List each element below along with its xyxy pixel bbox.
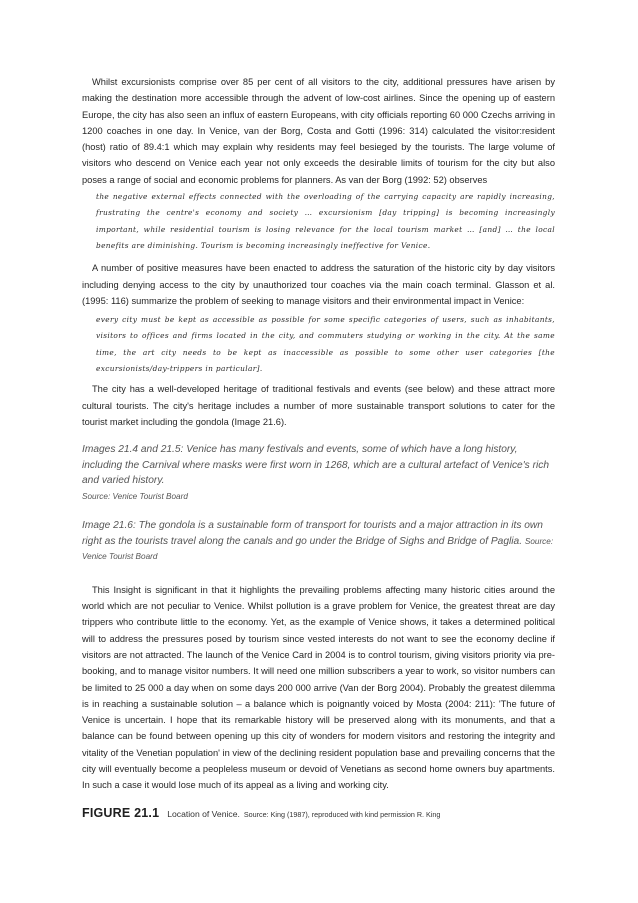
- caption-images-21-4-21-5-text: Images 21.4 and 21.5: Venice has many festivals and events, some of which have a long history, including the Carnival where masks were first worn in 1268, which are a cultural artefact of Venice's rich and varied history.: [82, 444, 550, 487]
- quote-van-der-borg: the negative external effects connected with the overloading of the carrying capacity are rapidly increasing, frustrating the centre's economy and society … excursionism [day tripping] is becoming increasingly important, while residential tourism is losing relevance for the local tourism market … [and] … the local benefits are diminishing. Tourism is becoming increasingly ineffective for Venice.: [96, 192, 555, 250]
- quote-glasson: every city must be kept as accessible as possible for some specific categories of users, such as inhabitants, visitors to offices and firms located in the city, and commuters studying or working in the city. At the same time, the art city needs to be kept as inaccessible as possible to some other user categories [the excursionists/day-trippers in particular].: [96, 315, 555, 374]
- figure-source: Source: King (1987), reproduced with kind permission R. King: [243, 809, 441, 819]
- document-page: [82, 74, 555, 820]
- caption-image-21-6-text: Image 21.6: The gondola is a sustainable form of transport for tourists and a major attraction in its own right as the tourists travel along the canals and go under the Bridge of Sighs and Bridge of Paglia.: [82, 520, 543, 547]
- figure-21-1-caption: [82, 806, 555, 820]
- paragraph-excursionists: Whilst excursionists comprise over 85 per cent of all visitors to the city, additional pressures have arisen by making the destination more accessible through the advent of low-cost airlines. Since the opening up of eastern Europe, the city has also seen an influx of eastern Europeans, with city officials reporting 60 000 Czechs arriving in 1200 coaches in one day. In Venice, van der Borg, Costa and Gotti (1996: 314) calculated the visitor:resident (host) ratio of 89.4:1 which may explain why residents may feel besieged by the tourists. The large volume of visitors who descend on Venice each year not only exceeds the desirable limits of tourism for the city but also poses a range of social and economic problems for planners. As van der Borg (1992: 52) observes: [82, 77, 555, 185]
- caption-image-21-6: [82, 518, 555, 565]
- caption-images-21-4-21-5: [82, 442, 555, 504]
- figure-label: FIGURE 21.1: [82, 805, 160, 820]
- paragraph-insight: This Insight is significant in that it highlights the prevailing problems affecting many historic cities around the world which are not peculiar to Venice. Whilst pollution is a grave problem for Venice, the greatest threat are day trippers who contribute little to the economy. Yet, as the example of Venice shows, it takes a determined political will to address the pressures posed by tourism since vested interests do not want to see the economy decline if visitors are not attracted. The launch of the Venice Card in 2004 is to control tourism, giving visitors priority via pre-booking, and to manage visitor numbers. It will need one million subscribers a year to work, so visitor numbers can be limited to 25 000 a day when on some days 200 000 arrive (Van der Borg 2004). Probably the greatest dilemma is in reaching a sustainable solution – a balance which is poignantly voiced by Mosta (2004: 211): 'The future of Venice is uncertain. I hope that its remarkable history will be preserved along with its monuments, and that a balance can be found between opening up this city of wonders for modern visitors and restoring the integrity and vitality of the Venetian population' in view of the declining resident population base and prevailing concerns that the city will eventually become a peopleless museum or devoid of Venetians as second home owners buy apartments. In such a case it would lose much of its appeal as a living and working city.: [82, 584, 555, 791]
- paragraph-heritage: The city has a well-developed heritage of traditional festivals and events (see below) and these attract more cultural tourists. The city's heritage includes a number of more sustainable transport solutions to cater for the tourist market including the gondola (Image 21.6).: [82, 384, 555, 427]
- caption-image-21-6-source: Source: Venice Tourist Board: [82, 536, 554, 562]
- caption-images-21-4-21-5-source: Source: Venice Tourist Board: [82, 491, 188, 501]
- paragraph-positive-measures: A number of positive measures have been enacted to address the saturation of the historic city by day visitors including denying access to the city by unauthorized tour coaches via the main coach terminal. Glasson et al. (1995: 116) summarize the problem of seeking to manage visitors and their environmental impact in Venice:: [82, 263, 555, 306]
- figure-title: Location of Venice.: [167, 808, 240, 819]
